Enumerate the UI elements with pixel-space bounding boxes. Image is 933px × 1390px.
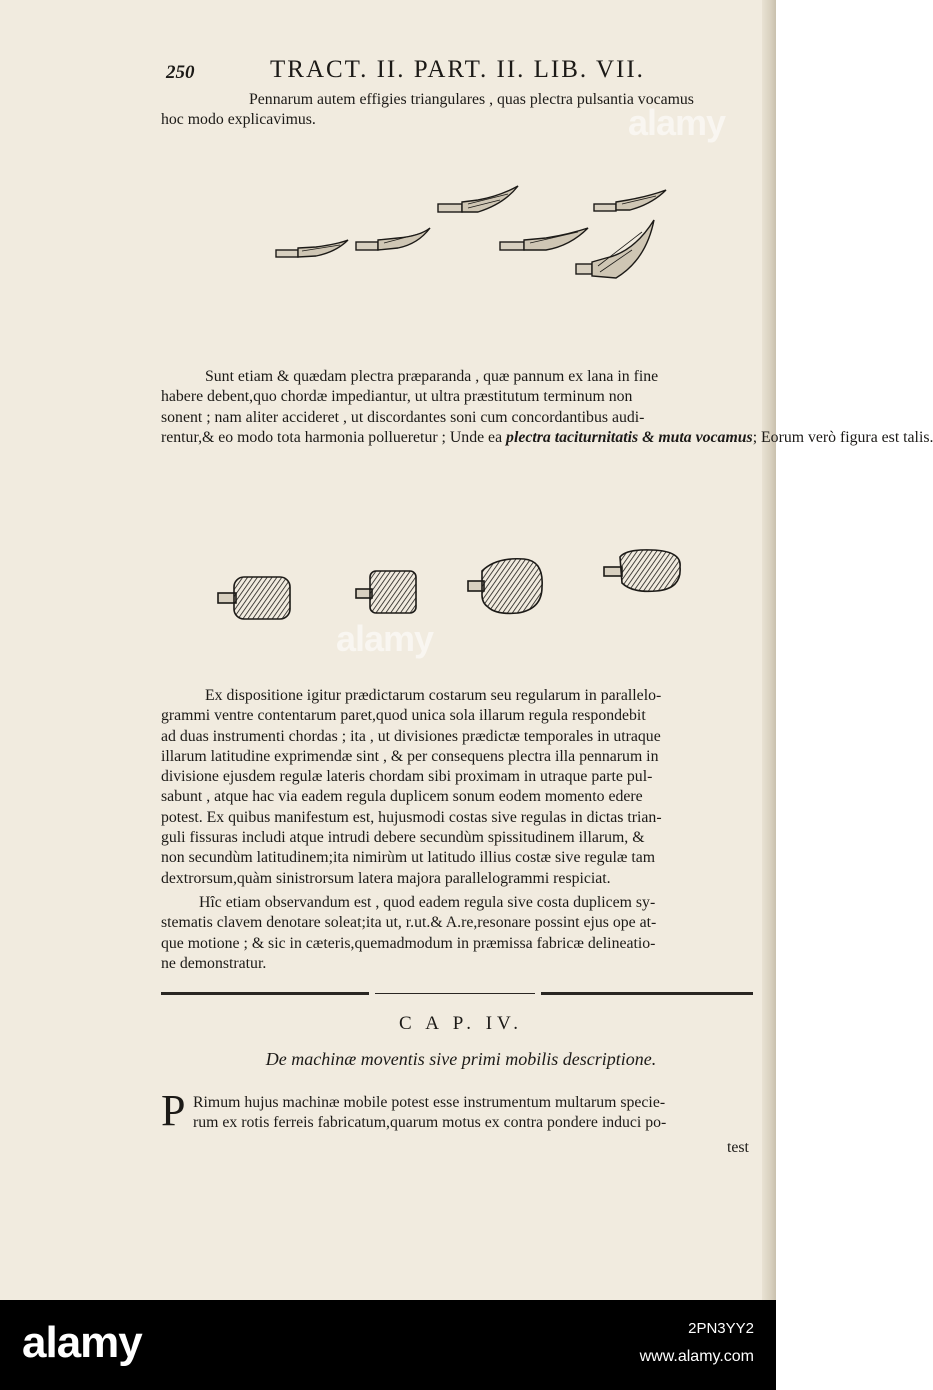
paragraph-sunt-etiam	[161, 367, 933, 448]
footer-logo: alamy	[22, 1318, 142, 1367]
text-line: Pennarum autem effigies triangulares , quas plectra pulsantia vocamus	[249, 91, 694, 108]
text-line: illarum latitudine exprimendæ sint , & per consequens plectra illa pennarum in	[161, 747, 659, 765]
text-line: rum ex rotis ferreis fabricatum,quarum motus ex contra pondere induci po-	[193, 1114, 667, 1132]
text-line: potest. Ex quibus manifestum est, hujusmodi costas sive regulas in dictas trian-	[161, 808, 662, 826]
mute-plectrum	[356, 571, 416, 613]
text-line: que motione ; & sic in cæteris,quemadmodum in præmissa fabricæ delineatio-	[161, 934, 656, 952]
chapter-heading: C A P. IV.	[398, 1013, 524, 1034]
paragraph-primum	[193, 1093, 753, 1134]
italic-phrase: plectra taciturnitatis & muta vocamus	[506, 428, 753, 446]
page-number: 250	[166, 62, 195, 83]
text-line: ad duas instrumenti chordas ; ita , ut divisiones prædictæ temporales in utraque	[161, 727, 661, 745]
text-line: habere debent,quo chordæ impediantur, ut ultra præstitutum terminum non	[161, 388, 633, 406]
footer-url[interactable]: www.alamy.com	[639, 1348, 754, 1365]
quill-plectrum	[438, 186, 518, 212]
section-divider	[161, 990, 753, 998]
image-id: 2PN3YY2	[688, 1320, 754, 1337]
text-segment: rentur,& eo modo tota harmonia pollueretur ; Unde ea	[161, 428, 503, 446]
paragraph-ex-dispositione	[161, 686, 761, 889]
divider-rule	[541, 992, 753, 995]
text-line: divisione ejusdem regulæ lateris chordam sibi proximam in utraque parte pul-	[161, 768, 653, 786]
quill-plectrum	[594, 190, 666, 211]
text-line: Ex dispositione igitur prædictarum costarum seu regularum in parallelo-	[205, 687, 662, 704]
quill-plectrum	[356, 228, 430, 250]
text-line: dextrorsum,quàm sinistrorsum latera majora parallelogrammi respiciat.	[161, 869, 611, 887]
catchword: test	[727, 1139, 749, 1156]
text-line: stematis clavem denotare soleat;ita ut, r.ut.& A.re,resonare possint ejus ope at-	[161, 914, 657, 932]
drop-capital: P	[161, 1086, 186, 1135]
chapter-subtitle: De machinæ moventis sive primi mobilis descriptione.	[265, 1049, 657, 1069]
mute-plectrum	[604, 550, 680, 591]
page-edge	[762, 0, 776, 1300]
text-segment: ; Eorum verò figura est talis.	[752, 428, 933, 446]
text-line: ne demonstratur.	[161, 954, 267, 972]
text-line: sabunt , atque hac via eadem regula duplicem sonum eodem momento edere	[161, 788, 643, 806]
text-line: hoc modo explicavimus.	[161, 111, 316, 129]
text-line: non secundùm latitudinem;ita nimirùm ut latitudo illius costæ sive regulæ tam	[161, 849, 656, 867]
running-head: TRACT. II. PART. II. LIB. VII.	[270, 56, 645, 83]
divider-rule	[161, 992, 369, 995]
stock-footer	[0, 1300, 776, 1390]
mute-plectrum	[218, 577, 290, 619]
page-header	[166, 56, 766, 88]
text-line: Sunt etiam & quædam plectra præparanda , quæ pannum ex lana in fine	[205, 368, 659, 385]
divider-rule	[375, 993, 535, 994]
text-line: Hîc etiam observandum est , quod eadem regula sive costa duplicem sy-	[199, 894, 656, 911]
watermark: alamy	[336, 618, 434, 659]
figure-mute-plectra	[200, 535, 700, 635]
text-line	[161, 428, 933, 448]
figure-quill-plectra	[240, 170, 700, 300]
text-line: Rimum hujus machinæ mobile potest esse instrumentum multarum specie-	[193, 1094, 666, 1111]
text-line: guli fissuras includi atque intrudi debere secundùm spissitudinem illarum, &	[161, 829, 645, 847]
text-line: grammi ventre contentarum paret,quod unica sola illarum regula respondebit	[161, 707, 646, 725]
quill-plectrum	[500, 228, 588, 250]
mute-plectrum	[468, 559, 542, 614]
watermark: alamy	[628, 102, 726, 143]
paragraph-hic-etiam	[161, 893, 761, 974]
quill-plectrum	[276, 240, 348, 257]
text-line: sonent ; nam aliter accideret , ut discordantes soni cum concordantibus audi-	[161, 408, 645, 426]
